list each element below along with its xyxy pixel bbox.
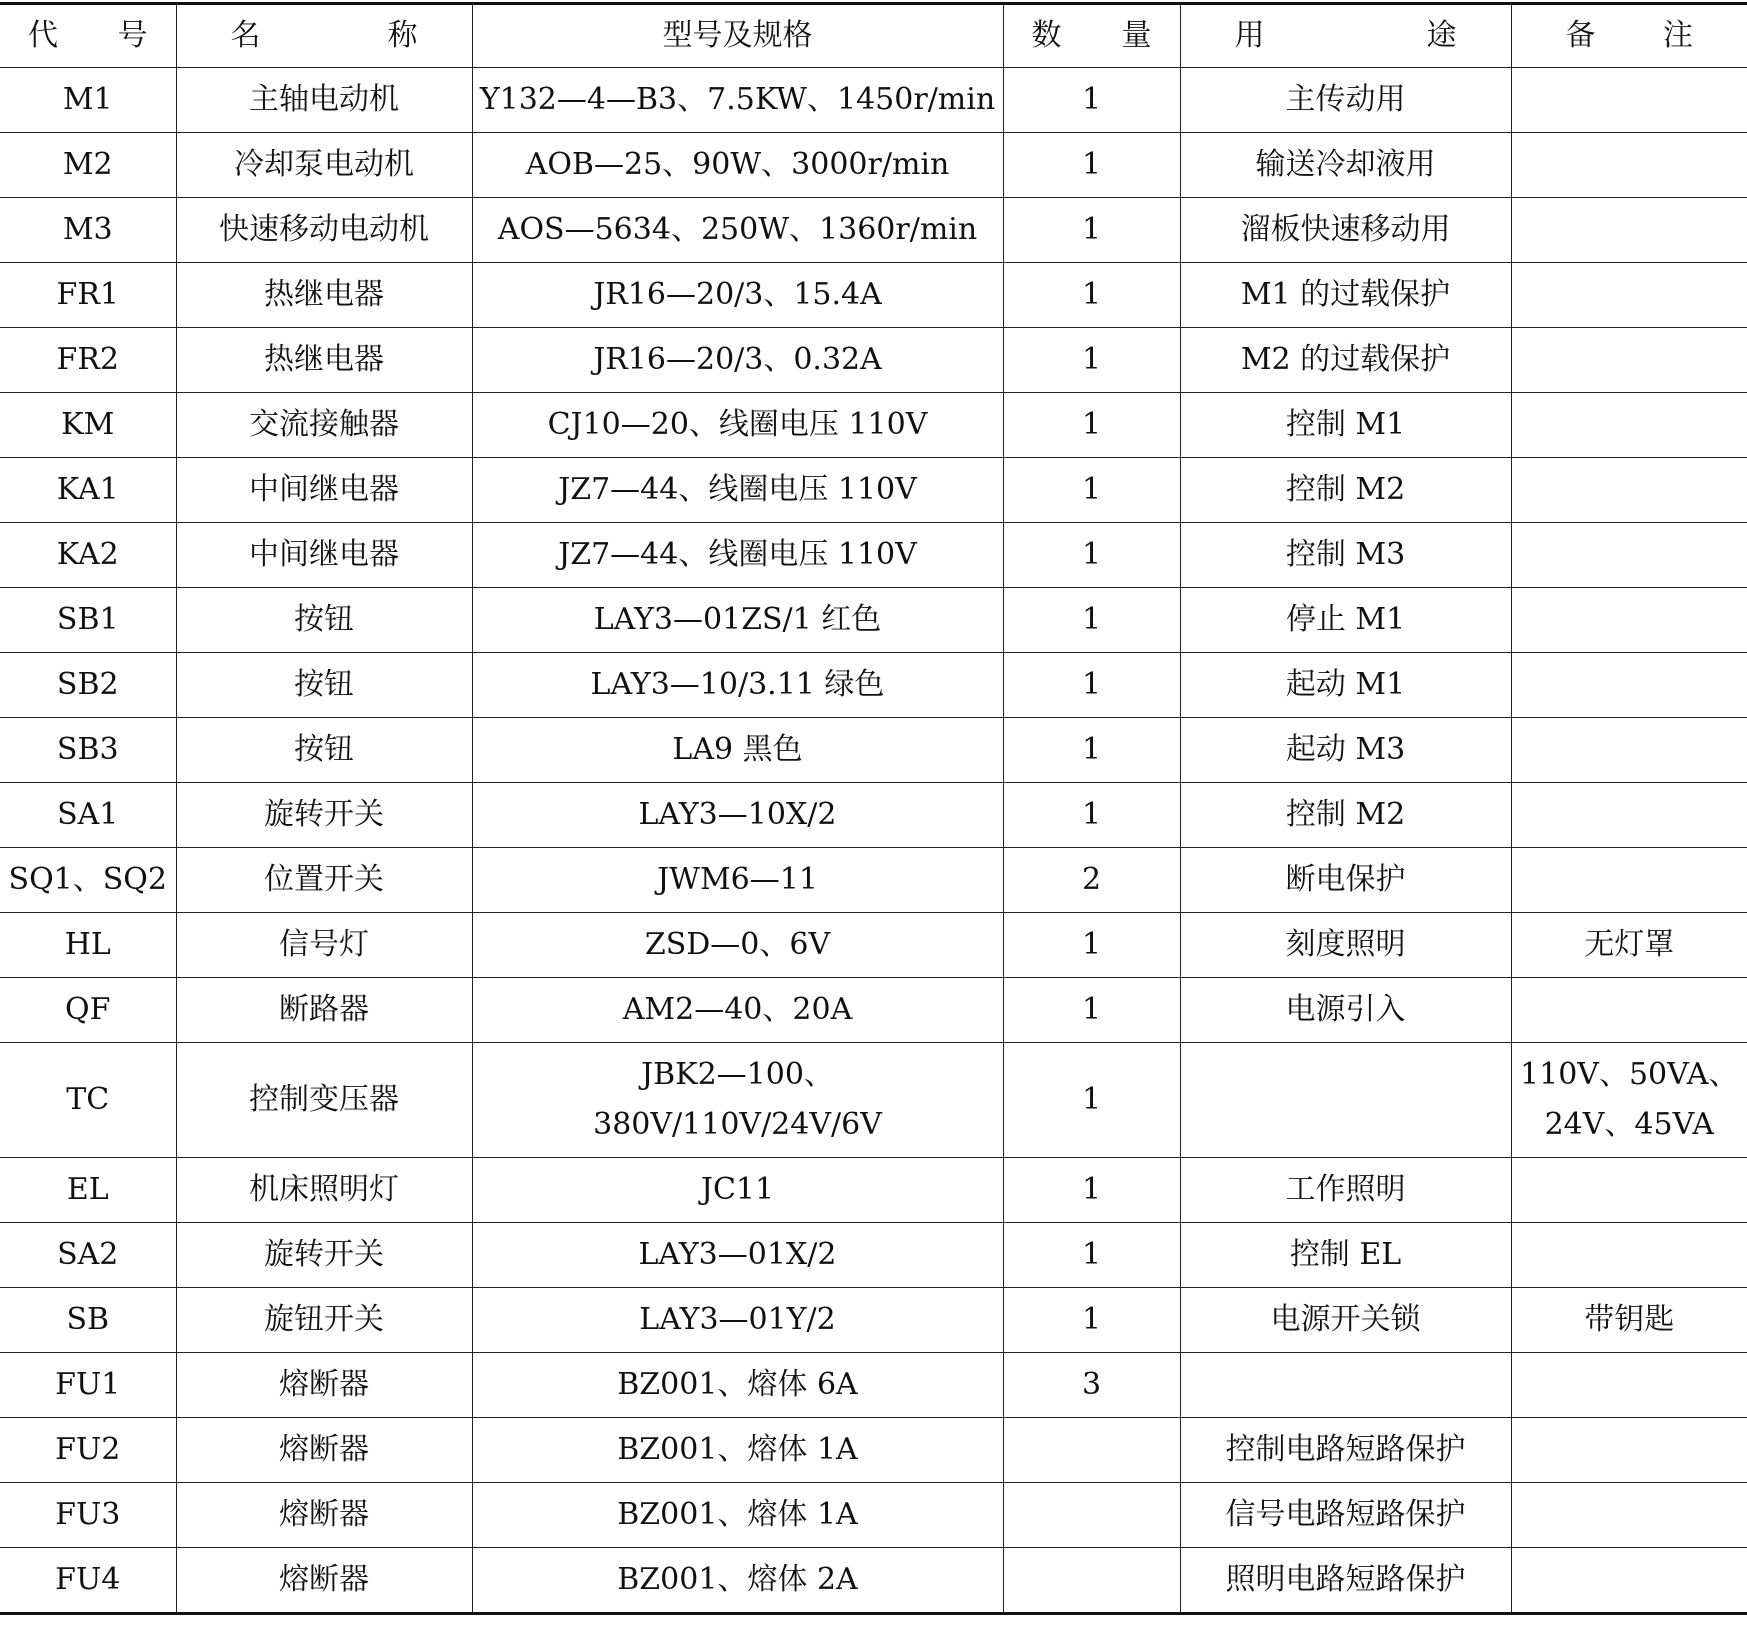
cell-name: 机床照明灯 <box>176 1158 472 1223</box>
cell-qty: 1 <box>1003 263 1180 328</box>
cell-qty: 1 <box>1003 978 1180 1043</box>
cell-note <box>1511 653 1747 718</box>
cell-note <box>1511 978 1747 1043</box>
cell-spec: JZ7—44、线圈电压 110V <box>472 523 1003 588</box>
cell-code: KM <box>0 393 176 458</box>
cell-spec: BZ001、熔体 1A <box>472 1483 1003 1548</box>
cell-note <box>1511 198 1747 263</box>
table-row <box>0 1043 1747 1158</box>
cell-name: 旋钮开关 <box>176 1288 472 1353</box>
cell-use: 起动 M3 <box>1180 718 1511 783</box>
cell-use: M2 的过载保护 <box>1180 328 1511 393</box>
table-row <box>0 263 1747 328</box>
cell-qty: 1 <box>1003 718 1180 783</box>
cell-note: 无灯罩 <box>1511 913 1747 978</box>
table-row <box>0 328 1747 393</box>
cell-note <box>1511 1548 1747 1614</box>
cell-use: M1 的过载保护 <box>1180 263 1511 328</box>
cell-note <box>1511 393 1747 458</box>
table-row <box>0 913 1747 978</box>
cell-line: JBK2—100、 <box>641 1057 834 1092</box>
cell-name: 位置开关 <box>176 848 472 913</box>
table-row <box>0 588 1747 653</box>
cell-name: 快速移动电动机 <box>176 198 472 263</box>
cell-qty: 1 <box>1003 1158 1180 1223</box>
table-row <box>0 1158 1747 1223</box>
table-row <box>0 1223 1747 1288</box>
cell-use: 电源引入 <box>1180 978 1511 1043</box>
cell-code: SB1 <box>0 588 176 653</box>
cell-spec <box>472 1043 1003 1158</box>
table-row <box>0 978 1747 1043</box>
cell-qty: 1 <box>1003 458 1180 523</box>
cell-use: 溜板快速移动用 <box>1180 198 1511 263</box>
cell-code: SQ1、SQ2 <box>0 848 176 913</box>
cell-name: 旋转开关 <box>176 783 472 848</box>
header-name: 名 称 <box>176 4 472 68</box>
cell-code: TC <box>0 1043 176 1158</box>
cell-spec: JWM6—11 <box>472 848 1003 913</box>
cell-code: M3 <box>0 198 176 263</box>
cell-note <box>1511 1223 1747 1288</box>
header-spec: 型号及规格 <box>472 4 1003 68</box>
cell-name: 按钮 <box>176 718 472 783</box>
cell-note <box>1511 1043 1747 1158</box>
cell-spec: LAY3—01Y/2 <box>472 1288 1003 1353</box>
table-row <box>0 198 1747 263</box>
equipment-table <box>0 2 1747 1615</box>
cell-note <box>1511 458 1747 523</box>
cell-note <box>1511 263 1747 328</box>
cell-note <box>1511 783 1747 848</box>
cell-code: FU1 <box>0 1353 176 1418</box>
cell-qty: 1 <box>1003 393 1180 458</box>
cell-note <box>1511 328 1747 393</box>
cell-code: KA1 <box>0 458 176 523</box>
cell-qty: 1 <box>1003 1223 1180 1288</box>
cell-spec: JC11 <box>472 1158 1003 1223</box>
cell-code: M2 <box>0 133 176 198</box>
table-row <box>0 393 1747 458</box>
cell-use: 刻度照明 <box>1180 913 1511 978</box>
cell-code: SA2 <box>0 1223 176 1288</box>
cell-qty: 1 <box>1003 68 1180 133</box>
cell-qty: 1 <box>1003 913 1180 978</box>
cell-spec: JR16—20/3、15.4A <box>472 263 1003 328</box>
cell-code: SB3 <box>0 718 176 783</box>
cell-note <box>1511 133 1747 198</box>
cell-name: 旋转开关 <box>176 1223 472 1288</box>
cell-name: 断路器 <box>176 978 472 1043</box>
table-row <box>0 1548 1747 1614</box>
cell-name: 中间继电器 <box>176 523 472 588</box>
cell-spec: BZ001、熔体 2A <box>472 1548 1003 1614</box>
header-qty: 数 量 <box>1003 4 1180 68</box>
header-code: 代 号 <box>0 4 176 68</box>
cell-note <box>1511 1353 1747 1418</box>
cell-code: FR1 <box>0 263 176 328</box>
cell-qty: 1 <box>1003 1288 1180 1353</box>
cell-use: 主传动用 <box>1180 68 1511 133</box>
cell-name: 主轴电动机 <box>176 68 472 133</box>
cell-note <box>1511 1483 1747 1548</box>
cell-name: 信号灯 <box>176 913 472 978</box>
table-row <box>0 1483 1747 1548</box>
cell-spec: AOB—25、90W、3000r/min <box>472 133 1003 198</box>
cell-qty <box>1003 1418 1180 1483</box>
table-row <box>0 133 1747 198</box>
cell-note <box>1511 588 1747 653</box>
header-use: 用 途 <box>1180 4 1511 68</box>
cell-line: 380V/110V/24V/6V <box>593 1107 882 1142</box>
cell-line: 24V、45VA <box>1544 1107 1714 1142</box>
cell-use: 照明电路短路保护 <box>1180 1548 1511 1614</box>
cell-note: 带钥匙 <box>1511 1288 1747 1353</box>
cell-note <box>1511 523 1747 588</box>
cell-use <box>1180 1043 1511 1158</box>
cell-use: 输送冷却液用 <box>1180 133 1511 198</box>
cell-qty: 1 <box>1003 133 1180 198</box>
cell-name: 按钮 <box>176 653 472 718</box>
cell-qty: 1 <box>1003 1043 1180 1158</box>
cell-code: SB2 <box>0 653 176 718</box>
cell-name: 中间继电器 <box>176 458 472 523</box>
cell-line: 110V、50VA、 <box>1520 1057 1739 1092</box>
table-row <box>0 653 1747 718</box>
cell-use: 控制 EL <box>1180 1223 1511 1288</box>
cell-spec: JR16—20/3、0.32A <box>472 328 1003 393</box>
header-note: 备 注 <box>1511 4 1747 68</box>
cell-code: FU2 <box>0 1418 176 1483</box>
cell-use: 控制 M1 <box>1180 393 1511 458</box>
cell-qty: 1 <box>1003 783 1180 848</box>
table-row <box>0 523 1747 588</box>
cell-name: 冷却泵电动机 <box>176 133 472 198</box>
cell-use: 停止 M1 <box>1180 588 1511 653</box>
cell-name: 按钮 <box>176 588 472 653</box>
table-row <box>0 718 1747 783</box>
cell-note <box>1511 718 1747 783</box>
cell-qty: 3 <box>1003 1353 1180 1418</box>
cell-qty: 2 <box>1003 848 1180 913</box>
cell-use: 控制 M2 <box>1180 458 1511 523</box>
table-row <box>0 458 1747 523</box>
cell-spec: AM2—40、20A <box>472 978 1003 1043</box>
cell-qty: 1 <box>1003 198 1180 263</box>
cell-use: 控制 M2 <box>1180 783 1511 848</box>
cell-spec: BZ001、熔体 6A <box>472 1353 1003 1418</box>
cell-spec: Y132—4—B3、7.5KW、1450r/min <box>472 68 1003 133</box>
cell-code: SB <box>0 1288 176 1353</box>
cell-note <box>1511 848 1747 913</box>
cell-name: 熔断器 <box>176 1418 472 1483</box>
cell-code: FU4 <box>0 1548 176 1614</box>
cell-spec: LAY3—01X/2 <box>472 1223 1003 1288</box>
cell-code: QF <box>0 978 176 1043</box>
cell-use: 工作照明 <box>1180 1158 1511 1223</box>
cell-spec: JZ7—44、线圈电压 110V <box>472 458 1003 523</box>
cell-code: M1 <box>0 68 176 133</box>
cell-use <box>1180 1353 1511 1418</box>
table-row <box>0 1288 1747 1353</box>
cell-note <box>1511 68 1747 133</box>
cell-note <box>1511 1158 1747 1223</box>
cell-spec: LA9 黑色 <box>472 718 1003 783</box>
table-row <box>0 783 1747 848</box>
table-row <box>0 1418 1747 1483</box>
cell-spec: AOS—5634、250W、1360r/min <box>472 198 1003 263</box>
cell-spec: CJ10—20、线圈电压 110V <box>472 393 1003 458</box>
table-row <box>0 68 1747 133</box>
cell-name: 热继电器 <box>176 328 472 393</box>
cell-spec: ZSD—0、6V <box>472 913 1003 978</box>
cell-code: FR2 <box>0 328 176 393</box>
cell-code: KA2 <box>0 523 176 588</box>
cell-spec: LAY3—10X/2 <box>472 783 1003 848</box>
cell-note <box>1511 1418 1747 1483</box>
cell-qty: 1 <box>1003 653 1180 718</box>
cell-spec: LAY3—10/3.11 绿色 <box>472 653 1003 718</box>
cell-name: 控制变压器 <box>176 1043 472 1158</box>
cell-qty <box>1003 1483 1180 1548</box>
cell-use: 断电保护 <box>1180 848 1511 913</box>
table-row <box>0 1353 1747 1418</box>
cell-qty <box>1003 1548 1180 1614</box>
cell-code: FU3 <box>0 1483 176 1548</box>
cell-use: 控制 M3 <box>1180 523 1511 588</box>
cell-qty: 1 <box>1003 328 1180 393</box>
cell-code: SA1 <box>0 783 176 848</box>
cell-code: EL <box>0 1158 176 1223</box>
cell-use: 电源开关锁 <box>1180 1288 1511 1353</box>
cell-name: 熔断器 <box>176 1483 472 1548</box>
cell-name: 交流接触器 <box>176 393 472 458</box>
cell-name: 热继电器 <box>176 263 472 328</box>
table-header-row <box>0 4 1747 68</box>
cell-spec: LAY3—01ZS/1 红色 <box>472 588 1003 653</box>
cell-name: 熔断器 <box>176 1353 472 1418</box>
cell-name: 熔断器 <box>176 1548 472 1614</box>
cell-qty: 1 <box>1003 523 1180 588</box>
cell-use: 信号电路短路保护 <box>1180 1483 1511 1548</box>
cell-use: 控制电路短路保护 <box>1180 1418 1511 1483</box>
cell-code: HL <box>0 913 176 978</box>
cell-use: 起动 M1 <box>1180 653 1511 718</box>
cell-spec: BZ001、熔体 1A <box>472 1418 1003 1483</box>
table-row <box>0 848 1747 913</box>
cell-qty: 1 <box>1003 588 1180 653</box>
